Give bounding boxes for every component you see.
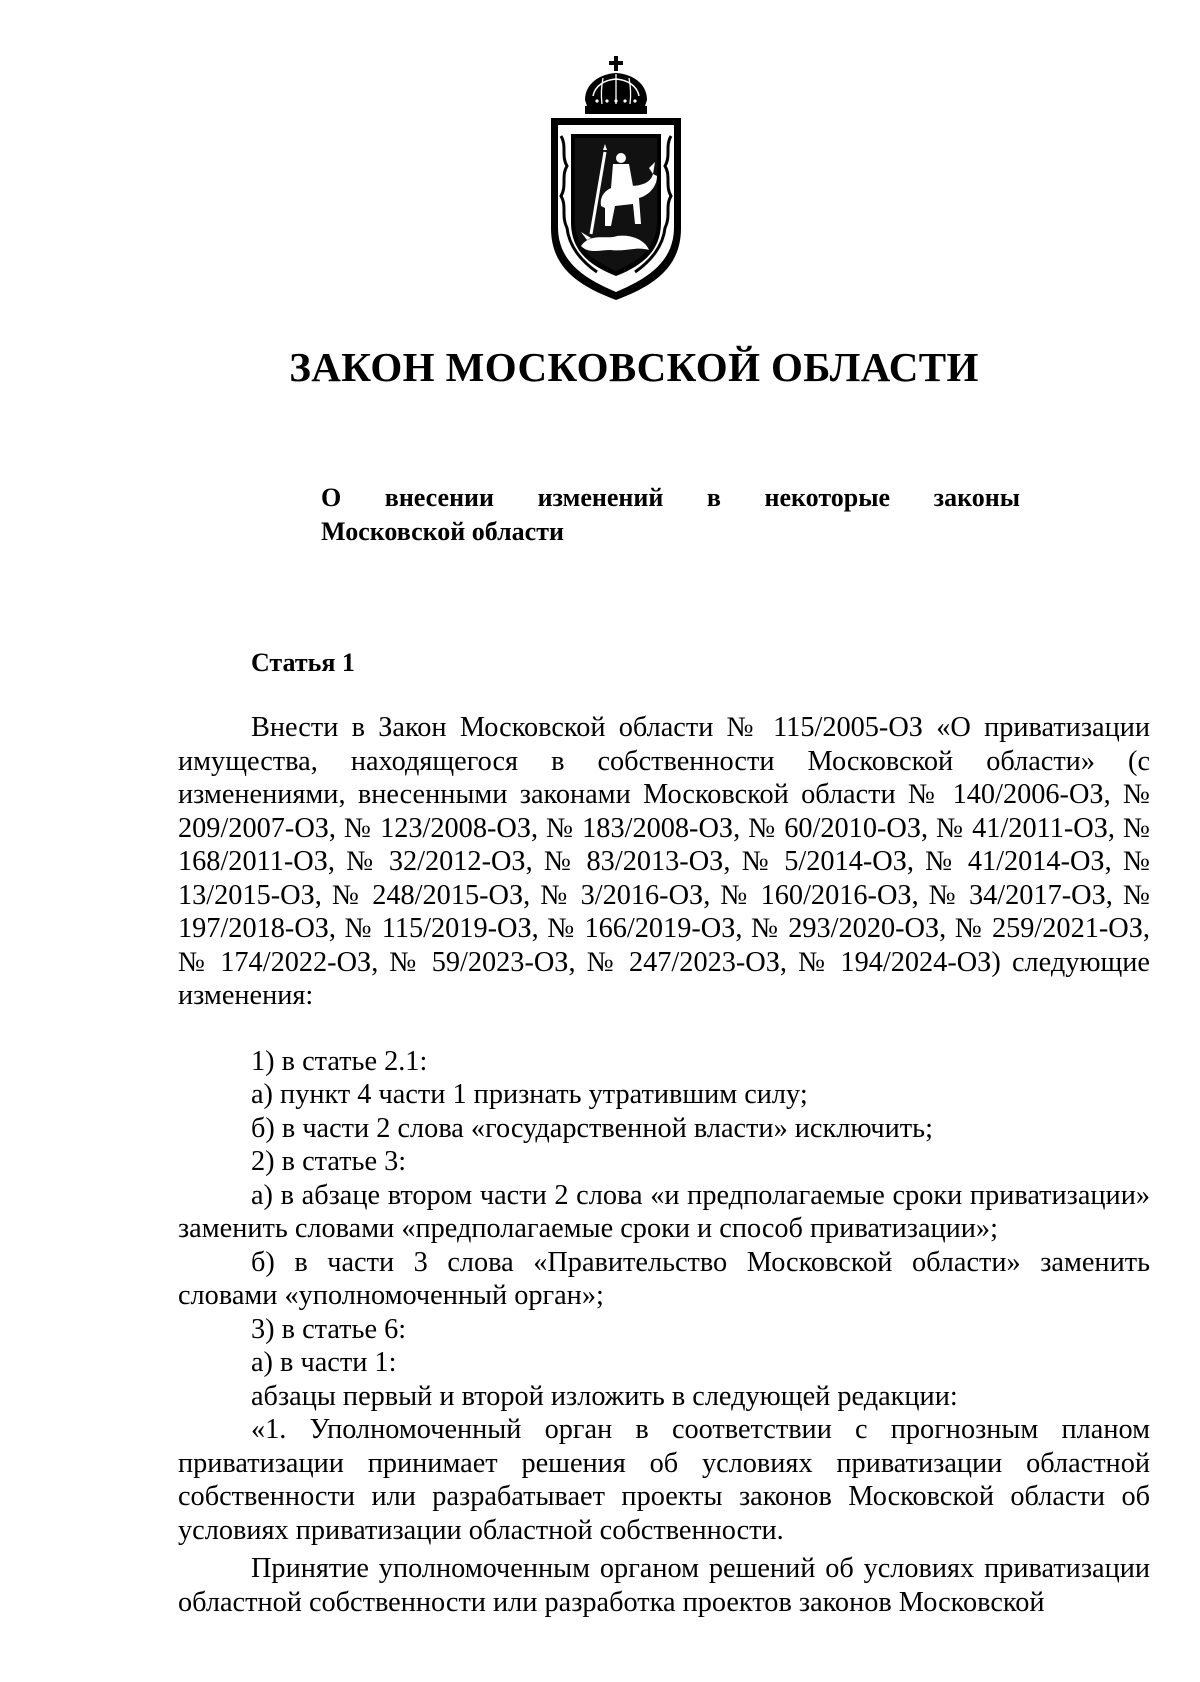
article-paragraph: а) пункт 4 части 1 признать утратившим силу; [251,1079,808,1110]
article-paragraph: а) в части 1: [251,1347,397,1378]
document-title: ЗАКОН МОСКОВСКОЙ ОБЛАСТИ [289,344,979,390]
article-paragraph: Внести в Закон Московской области № 115/2005-ОЗ «О приватизации имущества, находящегося в собственности Московской области» (с изменениями, внесенными законами Московской области № 140/2006-ОЗ, № 209/2007-ОЗ, № 123/2008-ОЗ, № 183/2008-ОЗ, № 60/2010-ОЗ, № 41/2011-ОЗ, № 168/2011-ОЗ, № 32/2012-ОЗ, № 83/2013-ОЗ, № 5/2014-ОЗ, № 41/2014-ОЗ, № 13/2015-ОЗ, № 248/2015-ОЗ, № 3/2016-ОЗ, № 160/2016-ОЗ, № 34/2017-ОЗ, № 197/2018-ОЗ, № 115/2019-ОЗ, № 166/2019-ОЗ, № 293/2020-ОЗ, № 259/2021-ОЗ, № 174/2022-ОЗ, № 59/2023-ОЗ, № 247/2023-ОЗ, № 194/2024-ОЗ) следующие изменения: [178,712,1150,1011]
law-subject-line-1: О внесении изменений в некоторые законы [321,483,1020,512]
article-paragraph: 1) в статье 2.1: [251,1045,428,1077]
article-paragraph: «1. Уполномоченный орган в соответствии с прогнозным планом приватизации принимает решения об условиях приватизации областной собственности или разрабатывает проекты законов Московской области об условиях приватизации областной собственности. [178,1414,1150,1546]
article-paragraph: б) в части 2 слова «государственной власти» исключить; [251,1112,933,1144]
article-paragraph: б) в части 3 слова «Правительство Московской области» заменить словами «уполномоченный орган»; [178,1246,1150,1311]
article-paragraph: 2) в статье 3: [251,1146,407,1177]
article-paragraph: абзацы первый и второй изложить в следующей редакции: [251,1380,958,1412]
article-heading: Статья 1 [251,648,355,677]
law-subject-line-2: Московской области [321,517,564,546]
law-subject [321,481,1020,549]
article-paragraph: Принятие уполномоченным органом решений об условиях приватизации областной собственности или разработка проектов законов Московской [178,1553,1150,1618]
article-paragraph: 3) в статье 6: [251,1313,407,1345]
article-paragraph: а) в абзаце втором части 2 слова «и предполагаемые сроки приватизации» заменить словами «предполагаемые сроки и способ приватизации»; [178,1179,1150,1244]
article-body [178,711,1150,1619]
moscow-oblast-coat-of-arms [541,56,691,302]
